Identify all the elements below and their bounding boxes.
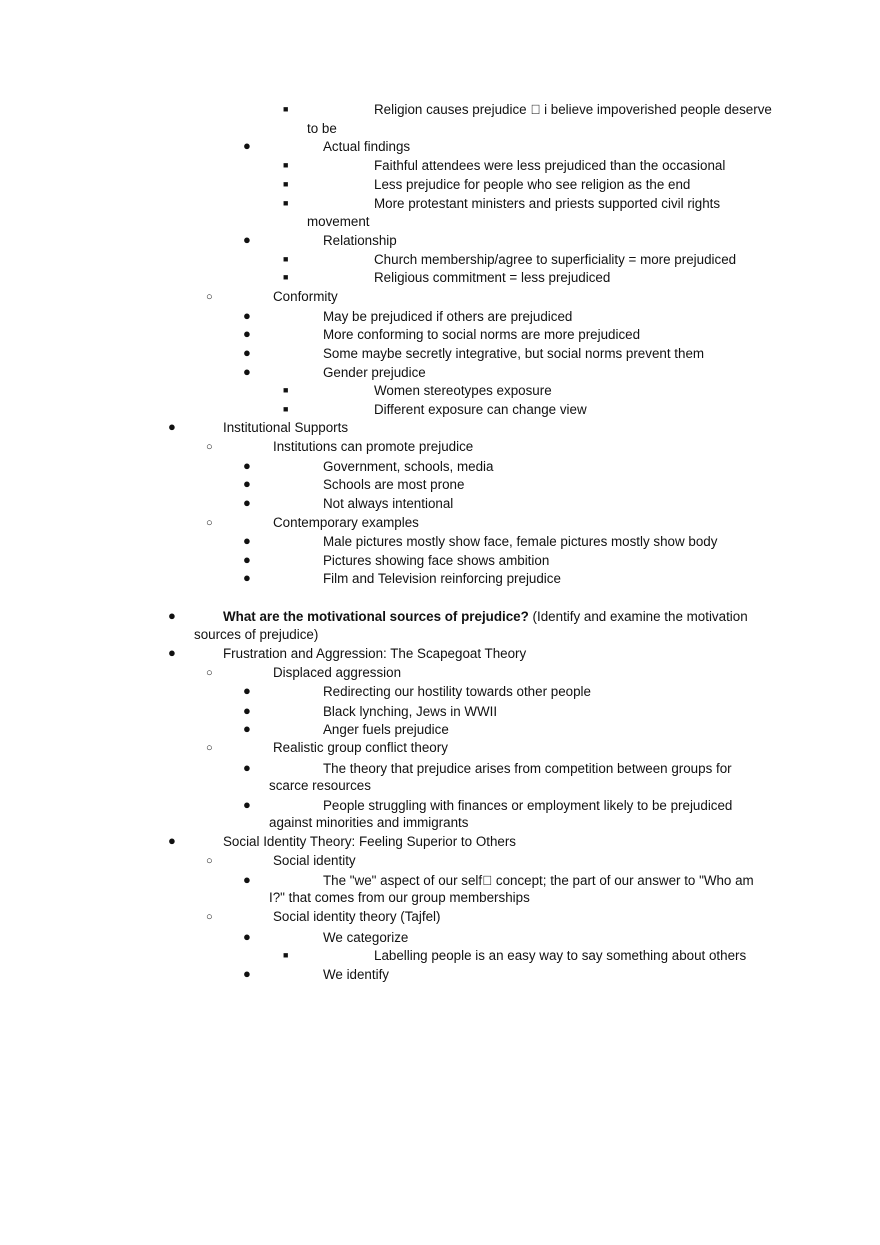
list-item: Schools are most prone — [323, 477, 465, 492]
list-item-continuation: I?" that comes from our group memberships — [269, 890, 530, 905]
list-item: The theory that prejudice arises from competition between groups for — [323, 761, 732, 776]
bullet-icon: ● — [243, 872, 251, 887]
bullet-icon: ● — [243, 138, 251, 153]
bullet-icon: ● — [168, 833, 176, 848]
bullet-icon: ● — [243, 345, 251, 360]
square-bullet-icon: ■ — [283, 179, 289, 189]
list-item: Government, schools, media — [323, 459, 494, 474]
circle-bullet-icon: ○ — [206, 855, 213, 867]
list-item: Religious commitment = less prejudiced — [374, 270, 611, 285]
bullet-icon: ● — [243, 232, 251, 247]
list-item-continuation: to be — [307, 121, 337, 136]
section-heading-bold: What are the motivational sources of prejudice? — [223, 609, 529, 624]
circle-bullet-icon: ○ — [206, 517, 213, 529]
list-item: We categorize — [323, 930, 409, 945]
list-item-continuation: movement — [307, 214, 370, 229]
square-bullet-icon: ■ — [283, 104, 289, 114]
list-item: People struggling with finances or employment likely to be prejudiced — [323, 798, 733, 813]
list-item: Church membership/agree to superficiality = more prejudiced — [374, 252, 737, 267]
list-item-continuation: sources of prejudice) — [194, 627, 319, 642]
list-item: Social identity — [273, 853, 356, 868]
bullet-icon: ● — [243, 570, 251, 585]
list-item: Women stereotypes exposure — [374, 383, 552, 398]
section-heading-note: (Identify and examine the motivation — [528, 609, 748, 624]
list-item: Not always intentional — [323, 496, 454, 511]
bullet-icon: ● — [243, 308, 251, 323]
bullet-icon: ● — [168, 608, 176, 623]
square-bullet-icon: ■ — [283, 404, 289, 414]
bullet-icon: ● — [243, 533, 251, 548]
list-item: Realistic group conflict theory — [273, 740, 448, 755]
square-bullet-icon: ■ — [283, 950, 289, 960]
list-item: Pictures showing face shows ambition — [323, 553, 550, 568]
list-item: Male pictures mostly show face, female pictures mostly show body — [323, 534, 718, 549]
list-item: Redirecting our hostility towards other people — [323, 684, 591, 699]
list-item: Displaced aggression — [273, 665, 402, 680]
list-item: Relationship — [323, 233, 397, 248]
list-item-continuation: against minorities and immigrants — [269, 815, 469, 830]
square-bullet-icon: ■ — [283, 385, 289, 395]
circle-bullet-icon: ○ — [206, 667, 213, 679]
square-bullet-icon: ■ — [283, 198, 289, 208]
list-item: Conformity — [273, 289, 338, 304]
list-item: Actual findings — [323, 139, 411, 154]
bullet-icon: ● — [243, 495, 251, 510]
bullet-icon: ● — [243, 364, 251, 379]
list-item: Some maybe secretly integrative, but social norms prevent them — [323, 346, 705, 361]
bullet-icon: ● — [168, 419, 176, 434]
bullet-icon: ● — [243, 326, 251, 341]
list-item: Gender prejudice — [323, 365, 426, 380]
bullet-icon: ● — [243, 966, 251, 981]
list-item: Faithful attendees were less prejudiced than the occasional — [374, 158, 726, 173]
list-item: We identify — [323, 967, 389, 982]
list-item: Religion causes prejudice   i believe impoverished people deserve — [374, 102, 772, 117]
list-item: Film and Television reinforcing prejudice — [323, 571, 561, 586]
list-item: The "we" aspect of our self  concept; the part of our answer to "Who am — [323, 873, 754, 888]
list-item: May be prejudiced if others are prejudiced — [323, 309, 573, 324]
list-item: Institutional Supports — [223, 420, 349, 435]
list-item: Different exposure can change view — [374, 402, 587, 417]
bullet-icon: ● — [243, 458, 251, 473]
square-bullet-icon: ■ — [283, 160, 289, 170]
bullet-icon: ● — [243, 683, 251, 698]
list-item: More protestant ministers and priests supported civil rights — [374, 196, 721, 211]
list-item: Contemporary examples — [273, 515, 419, 530]
list-item: Institutions can promote prejudice — [273, 439, 474, 454]
list-item-continuation: scarce resources — [269, 778, 371, 793]
bullet-icon: ● — [243, 929, 251, 944]
circle-bullet-icon: ○ — [206, 742, 213, 754]
bullet-icon: ● — [243, 703, 251, 718]
bullet-icon: ● — [243, 552, 251, 567]
list-item: Social Identity Theory: Feeling Superior to Others — [223, 834, 517, 849]
bullet-icon: ● — [243, 797, 251, 812]
list-item: Anger fuels prejudice — [323, 722, 449, 737]
list-item: Labelling people is an easy way to say something about others — [374, 948, 747, 963]
square-bullet-icon: ■ — [283, 272, 289, 282]
list-item: More conforming to social norms are more prejudiced — [323, 327, 641, 342]
bullet-icon: ● — [243, 760, 251, 775]
list-item: Black lynching, Jews in WWII — [323, 704, 498, 719]
list-item: Frustration and Aggression: The Scapegoat Theory — [223, 646, 527, 661]
bullet-icon: ● — [243, 721, 251, 736]
list-item: Social identity theory (Tajfel) — [273, 909, 441, 924]
list-item: Less prejudice for people who see religion as the end — [374, 177, 691, 192]
section-heading — [223, 608, 748, 626]
circle-bullet-icon: ○ — [206, 441, 213, 453]
square-bullet-icon: ■ — [283, 254, 289, 264]
circle-bullet-icon: ○ — [206, 911, 213, 923]
circle-bullet-icon: ○ — [206, 291, 213, 303]
bullet-icon: ● — [243, 476, 251, 491]
bullet-icon: ● — [168, 645, 176, 660]
